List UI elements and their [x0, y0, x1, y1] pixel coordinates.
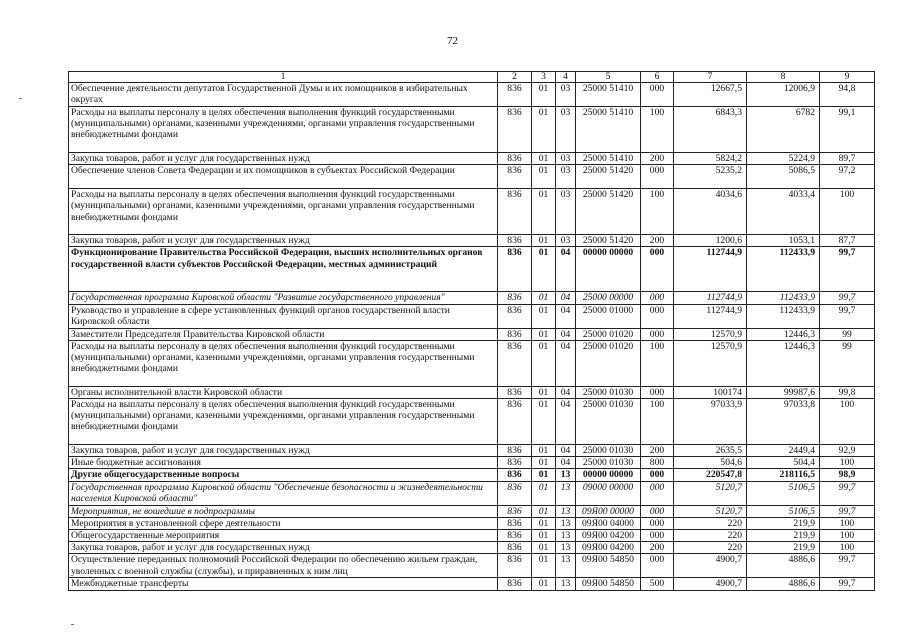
target-cell: 09Я00 54850 [576, 578, 641, 590]
code-cell: 836 [498, 578, 532, 590]
percent-cell: 89,7 [820, 153, 875, 165]
section-cell: 01 [532, 386, 556, 398]
target-cell: 00000 00000 [576, 247, 641, 292]
plan-cell: 6843,3 [674, 107, 747, 153]
type-cell: 100 [641, 399, 674, 445]
percent-cell: 99,7 [820, 481, 875, 505]
name-cell: Расходы на выплаты персоналу в целях обеспечения выполнения функций государственными (муниципальными) органами, казенными учреждениями, органами управления государственными внебюджетными фондами [69, 399, 498, 445]
target-cell: 09Я00 04200 [576, 542, 641, 554]
section-cell: 01 [532, 469, 556, 481]
subsection-cell: 13 [556, 530, 576, 542]
plan-cell: 5120,7 [674, 505, 747, 517]
table-row [69, 481, 875, 505]
plan-cell: 112744,9 [674, 292, 747, 304]
subsection-cell: 13 [556, 481, 576, 505]
header-cell: 7 [674, 72, 747, 83]
table-row [69, 235, 875, 247]
table-row [69, 328, 875, 340]
header-cell: 8 [747, 72, 820, 83]
target-cell: 25000 01020 [576, 340, 641, 386]
code-cell: 836 [498, 153, 532, 165]
table-row [69, 165, 875, 189]
code-cell: 836 [498, 328, 532, 340]
target-cell: 00000 00000 [576, 469, 641, 481]
target-cell: 25000 01020 [576, 328, 641, 340]
code-cell: 836 [498, 83, 532, 107]
name-cell: Функционирование Правительства Российской Федерации, высших исполнительных органов государственной власти субъектов Российской Федерации, местных администраций [69, 247, 498, 292]
actual-cell: 5224,9 [747, 153, 820, 165]
code-cell: 836 [498, 481, 532, 505]
section-cell: 01 [532, 542, 556, 554]
name-cell: Государственная программа Кировской области "Развитие государственного управления" [69, 292, 498, 304]
code-cell: 836 [498, 445, 532, 457]
code-cell: 836 [498, 457, 532, 469]
code-cell: 836 [498, 530, 532, 542]
percent-cell: 99,7 [820, 304, 875, 328]
name-cell: Расходы на выплаты персоналу в целях обеспечения выполнения функций государственными (муниципальными) органами, казенными учреждениями, органами управления государственными внебюджетными фондами [69, 189, 498, 235]
table-row [69, 542, 875, 554]
table-row [69, 399, 875, 445]
code-cell: 836 [498, 304, 532, 328]
section-cell: 01 [532, 189, 556, 235]
actual-cell: 218116,5 [747, 469, 820, 481]
percent-cell: 99,7 [820, 292, 875, 304]
subsection-cell: 03 [556, 153, 576, 165]
percent-cell: 97,2 [820, 165, 875, 189]
name-cell: Мероприятия в установленной сфере деятельности [69, 517, 498, 529]
subsection-cell: 04 [556, 292, 576, 304]
target-cell: 25000 51410 [576, 107, 641, 153]
name-cell: Органы исполнительной власти Кировской области [69, 386, 498, 398]
plan-cell: 504,6 [674, 457, 747, 469]
subsection-cell: 13 [556, 517, 576, 529]
header-cell: 9 [820, 72, 875, 83]
table-row [69, 578, 875, 590]
plan-cell: 5235,2 [674, 165, 747, 189]
section-cell: 01 [532, 83, 556, 107]
subsection-cell: 13 [556, 578, 576, 590]
code-cell: 836 [498, 386, 532, 398]
type-cell: 000 [641, 554, 674, 578]
code-cell: 836 [498, 542, 532, 554]
subsection-cell: 04 [556, 386, 576, 398]
type-cell: 000 [641, 481, 674, 505]
table-row [69, 292, 875, 304]
section-cell: 01 [532, 505, 556, 517]
scan-mark [71, 624, 74, 625]
percent-cell: 99,1 [820, 107, 875, 153]
code-cell: 836 [498, 340, 532, 386]
subsection-cell: 04 [556, 304, 576, 328]
section-cell: 01 [532, 554, 556, 578]
type-cell: 100 [641, 340, 674, 386]
table-row [69, 247, 875, 292]
subsection-cell: 13 [556, 542, 576, 554]
plan-cell: 97033,9 [674, 399, 747, 445]
percent-cell: 92,9 [820, 445, 875, 457]
table-row [69, 517, 875, 529]
percent-cell: 87,7 [820, 235, 875, 247]
target-cell: 25000 51420 [576, 189, 641, 235]
header-cell: 5 [576, 72, 641, 83]
table-row [69, 340, 875, 386]
section-cell: 01 [532, 328, 556, 340]
section-cell: 01 [532, 247, 556, 292]
plan-cell: 5824,2 [674, 153, 747, 165]
percent-cell: 99 [820, 340, 875, 386]
subsection-cell: 03 [556, 83, 576, 107]
actual-cell: 5106,5 [747, 481, 820, 505]
table-row [69, 530, 875, 542]
subsection-cell: 04 [556, 328, 576, 340]
header-cell: 1 [69, 72, 498, 83]
plan-cell: 100174 [674, 386, 747, 398]
subsection-cell: 04 [556, 340, 576, 386]
plan-cell: 12570,9 [674, 340, 747, 386]
plan-cell: 4034,6 [674, 189, 747, 235]
name-cell: Расходы на выплаты персоналу в целях обеспечения выполнения функций государственными (муниципальными) органами, казенными учреждениями, органами управления государственными внебюджетными фондами [69, 340, 498, 386]
name-cell: Общегосударственные мероприятия [69, 530, 498, 542]
actual-cell: 112433,9 [747, 247, 820, 292]
section-cell: 01 [532, 517, 556, 529]
actual-cell: 6782 [747, 107, 820, 153]
table-row [69, 554, 875, 578]
percent-cell: 100 [820, 457, 875, 469]
percent-cell: 98,9 [820, 469, 875, 481]
section-cell: 01 [532, 107, 556, 153]
section-cell: 01 [532, 153, 556, 165]
subsection-cell: 03 [556, 165, 576, 189]
target-cell: 25000 51410 [576, 83, 641, 107]
code-cell: 836 [498, 469, 532, 481]
target-cell: 25000 51420 [576, 235, 641, 247]
actual-cell: 12006,9 [747, 83, 820, 107]
target-cell: 09Я00 04200 [576, 530, 641, 542]
type-cell: 000 [641, 505, 674, 517]
percent-cell: 100 [820, 542, 875, 554]
percent-cell: 99,7 [820, 554, 875, 578]
header-cell: 4 [556, 72, 576, 83]
plan-cell: 112744,9 [674, 304, 747, 328]
subsection-cell: 03 [556, 235, 576, 247]
type-cell: 800 [641, 457, 674, 469]
plan-cell: 112744,9 [674, 247, 747, 292]
section-cell: 01 [532, 165, 556, 189]
actual-cell: 2449,4 [747, 445, 820, 457]
subsection-cell: 13 [556, 554, 576, 578]
target-cell: 25000 51410 [576, 153, 641, 165]
section-cell: 01 [532, 481, 556, 505]
section-cell: 01 [532, 578, 556, 590]
name-cell: Обеспечение деятельности депутатов Государственной Думы и их помощников в избирательных округах [69, 83, 498, 107]
target-cell: 25000 51420 [576, 165, 641, 189]
type-cell: 200 [641, 445, 674, 457]
plan-cell: 12570,9 [674, 328, 747, 340]
section-cell: 01 [532, 399, 556, 445]
percent-cell: 99,7 [820, 578, 875, 590]
name-cell: Руководство и управление в сфере установленных функций органов государственной власти Кировской области [69, 304, 498, 328]
actual-cell: 112433,9 [747, 292, 820, 304]
code-cell: 836 [498, 292, 532, 304]
name-cell: Межбюджетные трансферты [69, 578, 498, 590]
actual-cell: 112433,9 [747, 304, 820, 328]
percent-cell: 99,8 [820, 386, 875, 398]
percent-cell: 99,7 [820, 505, 875, 517]
type-cell: 000 [641, 530, 674, 542]
actual-cell: 12446,3 [747, 328, 820, 340]
section-cell: 01 [532, 445, 556, 457]
subsection-cell: 03 [556, 107, 576, 153]
type-cell: 200 [641, 153, 674, 165]
page-number: 72 [447, 35, 458, 47]
header-cell: 2 [498, 72, 532, 83]
plan-cell: 220 [674, 530, 747, 542]
type-cell: 200 [641, 235, 674, 247]
target-cell: 25000 01030 [576, 457, 641, 469]
table-row [69, 304, 875, 328]
actual-cell: 4886,6 [747, 578, 820, 590]
actual-cell: 99987,6 [747, 386, 820, 398]
type-cell: 100 [641, 107, 674, 153]
target-cell: 25000 01030 [576, 445, 641, 457]
type-cell: 000 [641, 247, 674, 292]
actual-cell: 97033,8 [747, 399, 820, 445]
target-cell: 25000 01030 [576, 399, 641, 445]
header-cell: 3 [532, 72, 556, 83]
plan-cell: 2635,5 [674, 445, 747, 457]
name-cell: Заместители Председателя Правительства Кировской области [69, 328, 498, 340]
table-row [69, 107, 875, 153]
name-cell: Расходы на выплаты персоналу в целях обеспечения выполнения функций государственными (муниципальными) органами, казенными учреждениями, органами управления государственными внебюджетными фондами [69, 107, 498, 153]
percent-cell: 100 [820, 189, 875, 235]
actual-cell: 5086,5 [747, 165, 820, 189]
actual-cell: 12446,3 [747, 340, 820, 386]
subsection-cell: 04 [556, 445, 576, 457]
type-cell: 000 [641, 165, 674, 189]
code-cell: 836 [498, 517, 532, 529]
plan-cell: 220 [674, 517, 747, 529]
code-cell: 836 [498, 247, 532, 292]
percent-cell: 94,8 [820, 83, 875, 107]
plan-cell: 1200,6 [674, 235, 747, 247]
target-cell: 25000 00000 [576, 292, 641, 304]
section-cell: 01 [532, 340, 556, 386]
percent-cell: 100 [820, 530, 875, 542]
code-cell: 836 [498, 165, 532, 189]
type-cell: 000 [641, 386, 674, 398]
plan-cell: 12667,5 [674, 83, 747, 107]
name-cell: Иные бюджетные ассигнования [69, 457, 498, 469]
type-cell: 100 [641, 189, 674, 235]
name-cell: Осуществление переданных полномочий Российской Федерации по обеспечению жильем граждан, уволенных с военной службы (службы), и приравненных к ним лиц [69, 554, 498, 578]
name-cell: Закупка товаров, работ и услуг для государственных нужд [69, 542, 498, 554]
section-cell: 01 [532, 457, 556, 469]
code-cell: 836 [498, 189, 532, 235]
type-cell: 000 [641, 83, 674, 107]
type-cell: 000 [641, 304, 674, 328]
target-cell: 09000 00000 [576, 481, 641, 505]
plan-cell: 220547,8 [674, 469, 747, 481]
target-cell: 09Я00 04000 [576, 517, 641, 529]
percent-cell: 99,7 [820, 247, 875, 292]
table-row [69, 153, 875, 165]
actual-cell: 219,9 [747, 517, 820, 529]
subsection-cell: 13 [556, 505, 576, 517]
header-row [69, 72, 875, 83]
actual-cell: 4886,6 [747, 554, 820, 578]
subsection-cell: 04 [556, 399, 576, 445]
target-cell: 09Я00 00000 [576, 505, 641, 517]
actual-cell: 219,9 [747, 530, 820, 542]
scan-mark [19, 98, 22, 99]
table-row [69, 469, 875, 481]
plan-cell: 220 [674, 542, 747, 554]
percent-cell: 100 [820, 517, 875, 529]
budget-table [68, 71, 875, 591]
target-cell: 25000 01000 [576, 304, 641, 328]
name-cell: Мероприятия, не вошедшие в подпрограммы [69, 505, 498, 517]
name-cell: Закупка товаров, работ и услуг для государственных нужд [69, 153, 498, 165]
section-cell: 01 [532, 530, 556, 542]
subsection-cell: 04 [556, 457, 576, 469]
name-cell: Другие общегосударственные вопросы [69, 469, 498, 481]
name-cell: Закупка товаров, работ и услуг для государственных нужд [69, 445, 498, 457]
plan-cell: 4900,7 [674, 554, 747, 578]
code-cell: 836 [498, 399, 532, 445]
name-cell: Государственная программа Кировской области "Обеспечение безопасности и жизнедеятельности населения Кировской области" [69, 481, 498, 505]
actual-cell: 5106,5 [747, 505, 820, 517]
table-row [69, 505, 875, 517]
code-cell: 836 [498, 235, 532, 247]
target-cell: 09Я00 54850 [576, 554, 641, 578]
table-row [69, 445, 875, 457]
percent-cell: 99 [820, 328, 875, 340]
table-body [69, 83, 875, 591]
code-cell: 836 [498, 554, 532, 578]
subsection-cell: 04 [556, 247, 576, 292]
type-cell: 000 [641, 469, 674, 481]
subsection-cell: 13 [556, 469, 576, 481]
table-row [69, 189, 875, 235]
actual-cell: 504,4 [747, 457, 820, 469]
section-cell: 01 [532, 235, 556, 247]
table-row [69, 83, 875, 107]
actual-cell: 1053,1 [747, 235, 820, 247]
name-cell: Закупка товаров, работ и услуг для государственных нужд [69, 235, 498, 247]
table-row [69, 386, 875, 398]
table-row [69, 457, 875, 469]
plan-cell: 5120,7 [674, 481, 747, 505]
section-cell: 01 [532, 304, 556, 328]
section-cell: 01 [532, 292, 556, 304]
type-cell: 000 [641, 328, 674, 340]
actual-cell: 4033,4 [747, 189, 820, 235]
percent-cell: 100 [820, 399, 875, 445]
type-cell: 000 [641, 517, 674, 529]
actual-cell: 219,9 [747, 542, 820, 554]
target-cell: 25000 01030 [576, 386, 641, 398]
code-cell: 836 [498, 107, 532, 153]
type-cell: 000 [641, 292, 674, 304]
plan-cell: 4900,7 [674, 578, 747, 590]
header-cell: 6 [641, 72, 674, 83]
subsection-cell: 03 [556, 189, 576, 235]
type-cell: 500 [641, 578, 674, 590]
name-cell: Обеспечение членов Совета Федерации и их помощников в субъектах Российской Федерации [69, 165, 498, 189]
code-cell: 836 [498, 505, 532, 517]
type-cell: 200 [641, 542, 674, 554]
